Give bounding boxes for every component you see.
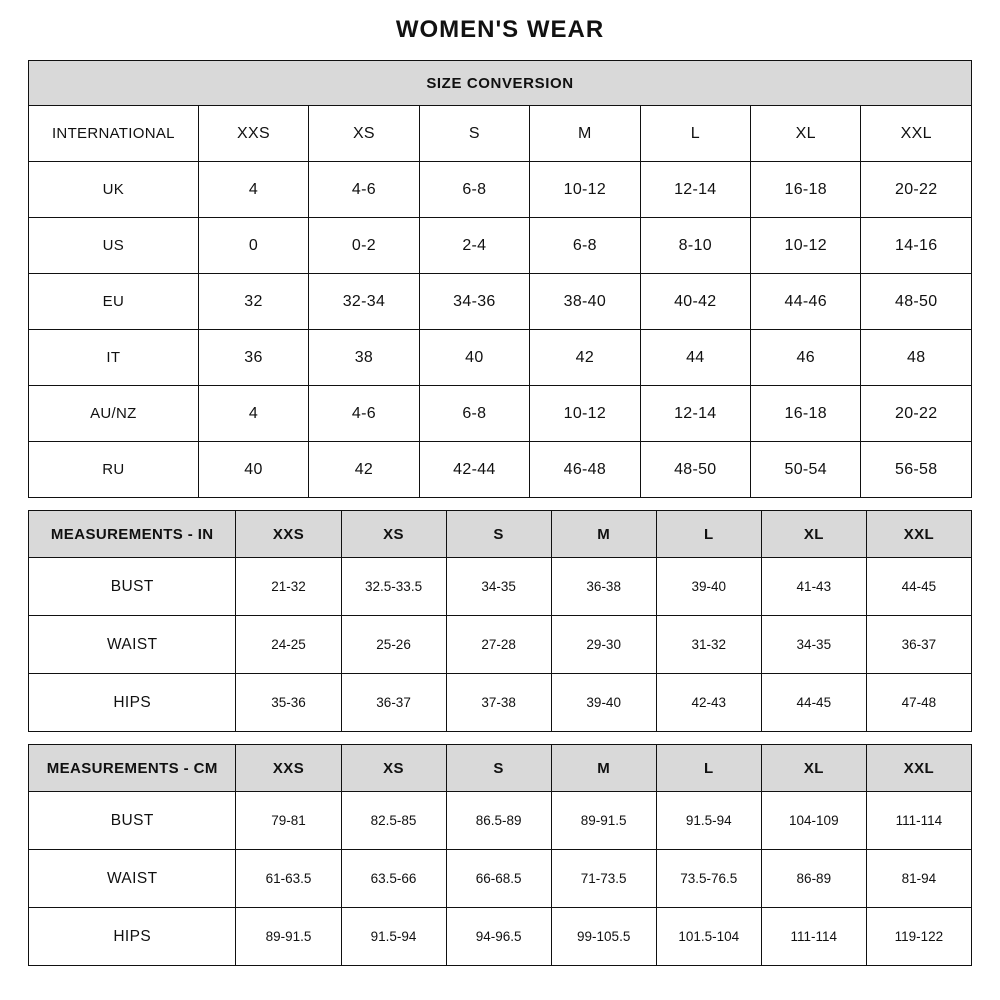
measurements-cm-table [28,744,972,966]
table-cell: 4 [198,386,308,442]
table-cell: 21-32 [236,558,341,616]
table-cell: 39-40 [656,558,761,616]
table-row [29,386,972,442]
table-cell: 91.5-94 [341,908,446,966]
row-label: HIPS [29,908,236,966]
table-cell: 16-18 [751,386,861,442]
table-cell: XXS [198,106,308,162]
table-cell: 37-38 [446,674,551,732]
table-cell: 20-22 [861,162,972,218]
size-column-header: XL [761,745,866,792]
table-row [29,558,972,616]
table-row [29,330,972,386]
table-title-row [29,61,972,106]
table-cell: 48-50 [861,274,972,330]
table-cell: 46-48 [530,442,640,498]
table-cell: 6-8 [419,162,529,218]
table-cell: 50-54 [751,442,861,498]
measurements-in-header: MEASUREMENTS - IN [29,511,236,558]
table-cell: 10-12 [530,162,640,218]
table-cell: 44-46 [751,274,861,330]
size-column-header: XS [341,511,446,558]
table-cell: 42 [530,330,640,386]
table-cell: 94-96.5 [446,908,551,966]
table-cell: 39-40 [551,674,656,732]
size-conversion-body [29,106,972,498]
size-column-header: XXL [866,745,971,792]
table-cell: 46 [751,330,861,386]
table-cell: 6-8 [419,386,529,442]
table-cell: 44 [640,330,750,386]
table-cell: 86.5-89 [446,792,551,850]
table-row [29,106,972,162]
size-column-header: L [656,745,761,792]
table-cell: 12-14 [640,162,750,218]
table-cell: 111-114 [866,792,971,850]
table-cell: 40 [198,442,308,498]
table-cell: 89-91.5 [551,792,656,850]
row-label: WAIST [29,850,236,908]
table-cell: 82.5-85 [341,792,446,850]
table-cell: 81-94 [866,850,971,908]
table-cell: 36-37 [341,674,446,732]
table-row [29,908,972,966]
table-cell: 24-25 [236,616,341,674]
size-column-header: XXL [866,511,971,558]
row-label: RU [29,442,199,498]
size-column-header: S [446,511,551,558]
size-column-header: M [551,745,656,792]
table-cell: 32.5-33.5 [341,558,446,616]
size-column-header: S [446,745,551,792]
table-cell: 4-6 [309,162,419,218]
row-label: UK [29,162,199,218]
table-cell: 63.5-66 [341,850,446,908]
table-cell: 91.5-94 [656,792,761,850]
table-row [29,274,972,330]
table-cell: 27-28 [446,616,551,674]
table-cell: 31-32 [656,616,761,674]
size-conversion-header: SIZE CONVERSION [29,61,972,106]
row-label: AU/NZ [29,386,199,442]
table-row [29,850,972,908]
row-label: US [29,218,199,274]
table-cell: 10-12 [530,386,640,442]
table-cell: 36 [198,330,308,386]
size-column-header: M [551,511,656,558]
measurements-cm-header-row [29,745,972,792]
table-cell: 79-81 [236,792,341,850]
table-cell: 44-45 [761,674,866,732]
table-cell: 111-114 [761,908,866,966]
table-cell: 36-37 [866,616,971,674]
table-cell: 4-6 [309,386,419,442]
row-label: IT [29,330,199,386]
table-cell: L [640,106,750,162]
table-cell: 41-43 [761,558,866,616]
row-label: INTERNATIONAL [29,106,199,162]
table-cell: 86-89 [761,850,866,908]
size-column-header: XL [761,511,866,558]
table-cell: M [530,106,640,162]
size-column-header: XS [341,745,446,792]
table-cell: 48-50 [640,442,750,498]
table-cell: 16-18 [751,162,861,218]
table-cell: 6-8 [530,218,640,274]
table-row [29,792,972,850]
table-cell: 48 [861,330,972,386]
size-column-header: XXS [236,745,341,792]
row-label: WAIST [29,616,236,674]
table-cell: 34-35 [446,558,551,616]
size-column-header: XXS [236,511,341,558]
table-cell: 36-38 [551,558,656,616]
table-cell: 38-40 [530,274,640,330]
table-cell: 89-91.5 [236,908,341,966]
table-cell: 12-14 [640,386,750,442]
table-cell: 35-36 [236,674,341,732]
row-label: EU [29,274,199,330]
size-column-header: L [656,511,761,558]
table-cell: S [419,106,529,162]
table-cell: 47-48 [866,674,971,732]
measurements-cm-body [29,792,972,966]
table-cell: 0 [198,218,308,274]
table-cell: XL [751,106,861,162]
table-cell: 20-22 [861,386,972,442]
row-label: HIPS [29,674,236,732]
table-cell: 104-109 [761,792,866,850]
table-cell: 2-4 [419,218,529,274]
table-cell: 32-34 [309,274,419,330]
table-cell: 42 [309,442,419,498]
table-cell: 34-36 [419,274,529,330]
table-cell: 101.5-104 [656,908,761,966]
table-cell: 14-16 [861,218,972,274]
table-row [29,218,972,274]
table-cell: 25-26 [341,616,446,674]
table-cell: 4 [198,162,308,218]
table-cell: 38 [309,330,419,386]
table-cell: 44-45 [866,558,971,616]
table-cell: 73.5-76.5 [656,850,761,908]
table-cell: 0-2 [309,218,419,274]
table-cell: 40 [419,330,529,386]
table-row [29,442,972,498]
table-cell: 61-63.5 [236,850,341,908]
page-title: WOMEN'S WEAR [395,16,605,43]
table-cell: 32 [198,274,308,330]
measurements-in-table [28,510,972,732]
table-cell: 8-10 [640,218,750,274]
table-cell: 66-68.5 [446,850,551,908]
table-row [29,674,972,732]
table-cell: 34-35 [761,616,866,674]
table-row [29,162,972,218]
table-cell: 119-122 [866,908,971,966]
table-cell: 42-44 [419,442,529,498]
table-cell: 56-58 [861,442,972,498]
table-row [29,616,972,674]
table-cell: 99-105.5 [551,908,656,966]
table-cell: XXL [861,106,972,162]
measurements-in-header-row [29,511,972,558]
table-cell: 42-43 [656,674,761,732]
table-cell: XS [309,106,419,162]
row-label: BUST [29,558,236,616]
table-cell: 40-42 [640,274,750,330]
table-cell: 10-12 [751,218,861,274]
measurements-cm-header: MEASUREMENTS - CM [29,745,236,792]
measurements-in-body [29,558,972,732]
size-conversion-table [28,60,972,498]
table-cell: 29-30 [551,616,656,674]
table-cell: 71-73.5 [551,850,656,908]
row-label: BUST [29,792,236,850]
